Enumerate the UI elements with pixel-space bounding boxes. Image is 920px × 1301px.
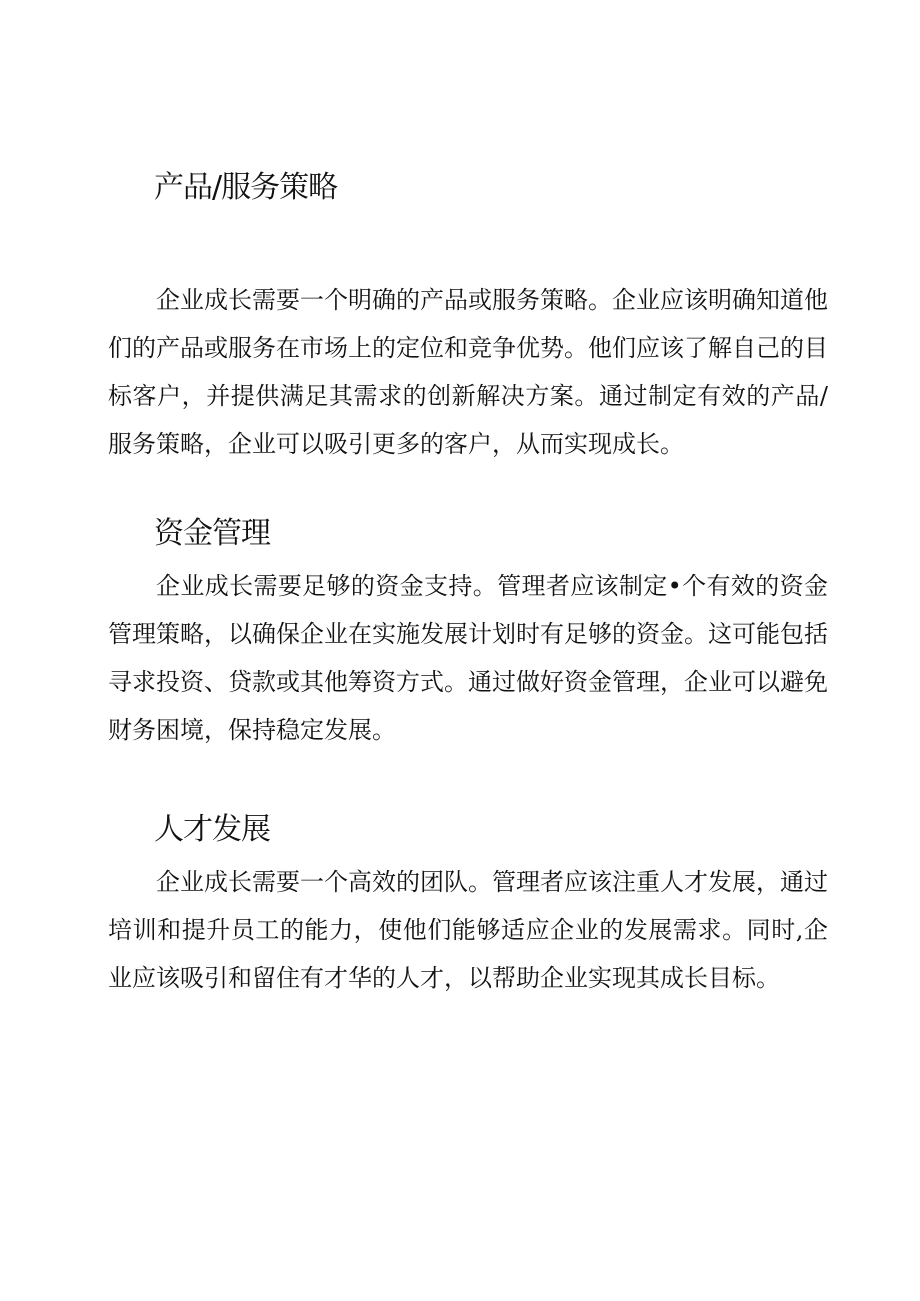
section-body: 企业成长需要足够的资金支持。管理者应该制定•个有效的资金管理策略，以确保企业在实施发展计划时有足够的资金。这可能包括寻求投资、贷款或其他筹资方式。通过做好资金管理，企业可以避免财务困境，保持稳定发展。 (108, 572, 828, 744)
section-heading: 资金管理 (154, 516, 270, 551)
section-funds-management (108, 514, 828, 754)
section-heading: 产品/服务策略 (154, 170, 338, 205)
section-body: 企业成长需要一个高效的团队。管理者应该注重人才发展，通过培训和提升员工的能力，使他们能够适应企业的发展需求。同时,企业应该吸引和留住有才华的人才，以帮助企业实现其成长目标。 (108, 868, 828, 992)
section-heading: 人才发展 (154, 812, 270, 847)
section-talent-development (108, 810, 828, 1002)
section-product-service-strategy (108, 168, 828, 468)
section-body: 企业成长需要一个明确的产品或服务策略。企业应该明确知道他们的产品或服务在市场上的定位和竞争优势。他们应该了解自己的目标客户，并提供满足其需求的创新解决方案。通过制定有效的产品/服务策略，企业可以吸引更多的客户，从而实现成长。 (108, 286, 828, 458)
